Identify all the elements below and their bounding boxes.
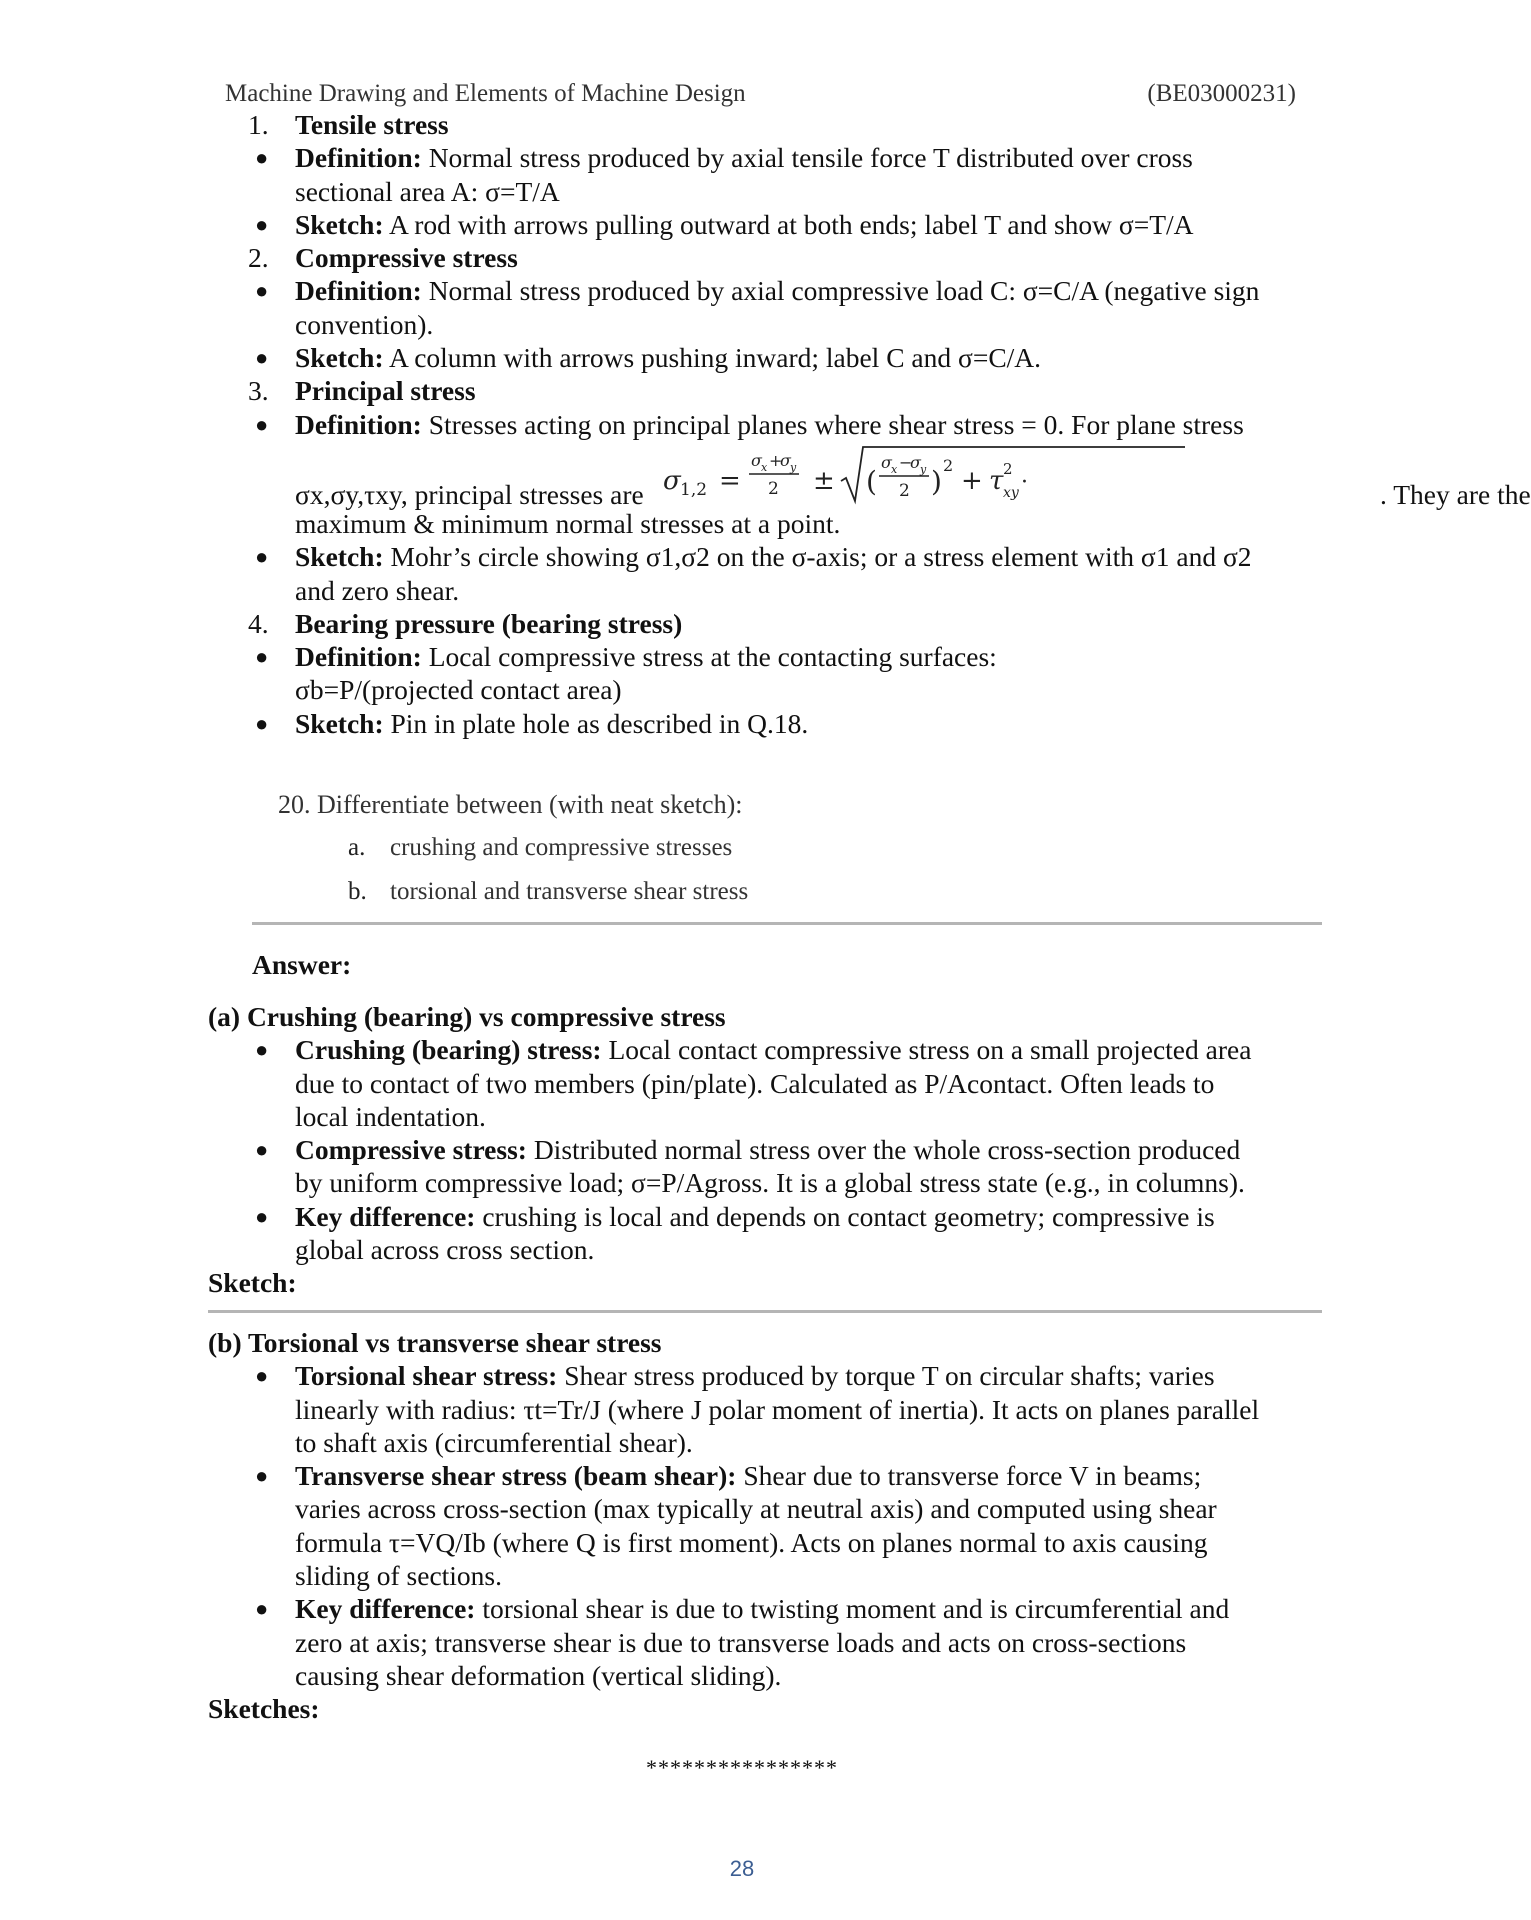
list-item: ● Sketch: A rod with arrows pulling outward at both ends; label T and show σ=T/A xyxy=(255,208,1194,240)
svg-text:±: ± xyxy=(813,465,835,496)
list-item: ● Compressive stress: Distributed normal stress over the whole cross-section produced xyxy=(255,1134,1241,1166)
list-item: ● Definition: Normal stress produced by axial compressive load C: σ=C/A (negative sign xyxy=(255,275,1260,307)
section-title: Principal stress xyxy=(295,375,476,407)
answer-part-b: (b) Torsional vs transverse shear stress ● Torsional shear stress: Shear stress produced by torque T on circular shafts; varies linearly with radius: τt=Tr/J (where J polar moment of inertia). It acts on planes parallel to shaft axis (circumferential shear). ● Transverse shear stress (beam shear): Shear due to transverse force V in beams; varies across cross-section (max typically at neutral axis) and computed using shear formula τ=VQ/Ib (where Q is first moment). Acts on planes normal to axis causing sliding of sections. ● Key difference: torsional shear is due to twisting moment and is circumferential and zero at axis; transverse shear is due to transverse loads and acts on cross-sections causing shear deformation (vertical sliding). Sketches: xyxy=(208,1326,1328,1726)
end-separator: **************** xyxy=(646,1755,838,1780)
svg-text:(: ( xyxy=(866,464,877,498)
bullet-icon: ● xyxy=(255,345,269,371)
page-number: 28 xyxy=(729,1856,755,1881)
section-title: Compressive stress xyxy=(295,242,518,274)
list-item: ● Sketch: Mohr’s circle showing σ1,σ2 on the σ-axis; or a stress element with σ1 and σ2 xyxy=(255,541,1252,573)
header-course-title: Machine Drawing and Elements of Machine Design xyxy=(225,80,746,107)
svg-text:1,2: 1,2 xyxy=(680,479,708,500)
stress-definitions: 1. Tensile stress ● Definition: Normal stress produced by axial tensile force T distributed over cross sectional area A: σ=T/A ● Sketch: A rod with arrows pulling outward at both ends; label T and show σ=T/A 2. Compressive stress ● Definition: Normal stress produced by axial compressive load C: σ=C/A (negative sign convention). ● Sketch: A column with arrows pushing inward; label C and σ=C/A. 3. Principal stress ● Definition: Stresses acting on principal planes where shear stress = 0. For plane stress σx,σy,τxy, principal stresses are σ 1,2 = σ x + σ y 2 ± ( σ x − σ y 2 ) 2 + τ 2 xy · . They are the maximum & minimum normal stresses at a point. ● Sketch: Mohr’s circle showing σ1,σ2 on the σ-axis; or a stress element with σ1 and σ2 and zero shear. 4. Bearing pressure (bearing stress) ● Definition: Local compressive stress at the contacting surfaces: σb=P/(projected contact area) ● Sketch: Pin in plate hole as described in Q.18. xyxy=(208,108,1328,740)
divider xyxy=(208,1310,1322,1313)
bullet-icon: ● xyxy=(255,710,269,736)
list-item: ● Crushing (bearing) stress: Local contact compressive stress on a small projected area xyxy=(255,1034,1252,1066)
svg-text:2: 2 xyxy=(768,478,779,499)
svg-text:σ: σ xyxy=(663,465,681,496)
svg-text:·: · xyxy=(1021,469,1028,495)
header-course-code: (BE03000231) xyxy=(1147,80,1296,107)
list-item: ● Key difference: crushing is local and depends on contact geometry; compressive is xyxy=(255,1200,1215,1232)
bullet-icon: ● xyxy=(255,544,269,570)
sketch-a-label: Sketch: xyxy=(208,1267,297,1299)
list-item: ● Key difference: torsional shear is due to twisting moment and is circumferential and xyxy=(255,1593,1230,1625)
bullet-icon: ● xyxy=(255,278,269,304)
list-item: ● Definition: Stresses acting on principal planes where shear stress = 0. For plane stress xyxy=(255,408,1244,440)
list-item: 4. Bearing pressure (bearing stress) xyxy=(248,607,683,639)
svg-text:xy: xy xyxy=(1003,484,1019,501)
bullet-icon: ● xyxy=(255,1203,269,1229)
svg-text:+: + xyxy=(961,465,983,496)
list-item: ● Torsional shear stress: Shear stress produced by torque T on circular shafts; varies xyxy=(255,1360,1215,1392)
principal-stress-formula-row: σx,σy,τxy, principal stresses are σ 1,2 = σ x + σ y 2 ± ( σ x − σ y 2 ) 2 + τ 2 xy · . They are the xyxy=(208,441,1328,507)
list-item: ● Transverse shear stress (beam shear): Shear due to transverse force V in beams; xyxy=(255,1460,1202,1492)
svg-text:σ: σ xyxy=(780,450,791,470)
list-item: ● Sketch: Pin in plate hole as described in Q.18. xyxy=(255,707,809,739)
list-item: 2. Compressive stress xyxy=(248,242,518,274)
bullet-icon: ● xyxy=(255,1596,269,1622)
list-item: ● Sketch: A column with arrows pushing inward; label C and σ=C/A. xyxy=(255,342,1042,374)
svg-text:−: − xyxy=(899,452,913,472)
bullet-icon: ● xyxy=(255,1463,269,1489)
part-b-title: (b) Torsional vs transverse shear stress xyxy=(208,1327,662,1358)
svg-text:): ) xyxy=(931,464,942,498)
principal-stress-formula xyxy=(663,441,1183,507)
svg-text:σ: σ xyxy=(751,450,762,470)
list-item: ● Definition: Normal stress produced by axial tensile force T distributed over cross xyxy=(255,142,1193,174)
bullet-icon: ● xyxy=(255,411,269,437)
answer-part-a: (a) Crushing (bearing) vs compressive stress ● Crushing (bearing) stress: Local contact compressive stress on a small projected area due to contact of two members (pin/plate). Calculated as P/Acontact. Often leads to local indentation. ● Compressive stress: Distributed normal stress over the whole cross-section produced by uniform compressive load; σ=P/Agross. It is a global stress state (e.g., in columns). ● Key difference: crushing is local and depends on contact geometry; compressive is global across cross section. Sketch: xyxy=(208,1000,1328,1300)
part-a-title: (a) Crushing (bearing) vs compressive stress xyxy=(208,1001,726,1032)
svg-text:y: y xyxy=(920,462,927,476)
divider xyxy=(252,922,1322,925)
svg-text:2: 2 xyxy=(899,480,910,501)
section-title: Tensile stress xyxy=(295,109,449,140)
answer-label: Answer: xyxy=(252,949,352,980)
question-item-b: b. torsional and transverse shear stress xyxy=(348,878,749,905)
question-item-a: a. crushing and compressive stresses xyxy=(348,834,733,861)
bullet-icon: ● xyxy=(255,1037,269,1063)
svg-text:2: 2 xyxy=(1003,459,1013,478)
question-title: 20. Differentiate between (with neat sketch): xyxy=(278,790,743,819)
page-header xyxy=(225,80,1296,108)
svg-text:+: + xyxy=(769,450,783,470)
svg-text:y: y xyxy=(790,460,797,474)
svg-text:x: x xyxy=(761,460,768,474)
list-item: ● Definition: Local compressive stress at the contacting surfaces: xyxy=(255,641,997,673)
bullet-icon: ● xyxy=(255,211,269,237)
bullet-icon: ● xyxy=(255,644,269,670)
list-item: 1. Tensile stress xyxy=(248,109,449,140)
sketches-b-label: Sketches: xyxy=(208,1693,320,1725)
svg-text:σ: σ xyxy=(881,452,892,472)
svg-text:τ: τ xyxy=(989,465,1004,496)
svg-text:σ: σ xyxy=(910,452,921,472)
svg-text:=: = xyxy=(719,465,741,496)
bullet-icon: ● xyxy=(255,1363,269,1389)
section-title: Bearing pressure (bearing stress) xyxy=(295,607,683,639)
svg-text:2: 2 xyxy=(943,455,954,475)
bullet-icon: ● xyxy=(255,145,269,171)
bullet-icon: ● xyxy=(255,1137,269,1163)
svg-text:x: x xyxy=(891,462,898,476)
list-item: 3. Principal stress xyxy=(248,375,476,407)
